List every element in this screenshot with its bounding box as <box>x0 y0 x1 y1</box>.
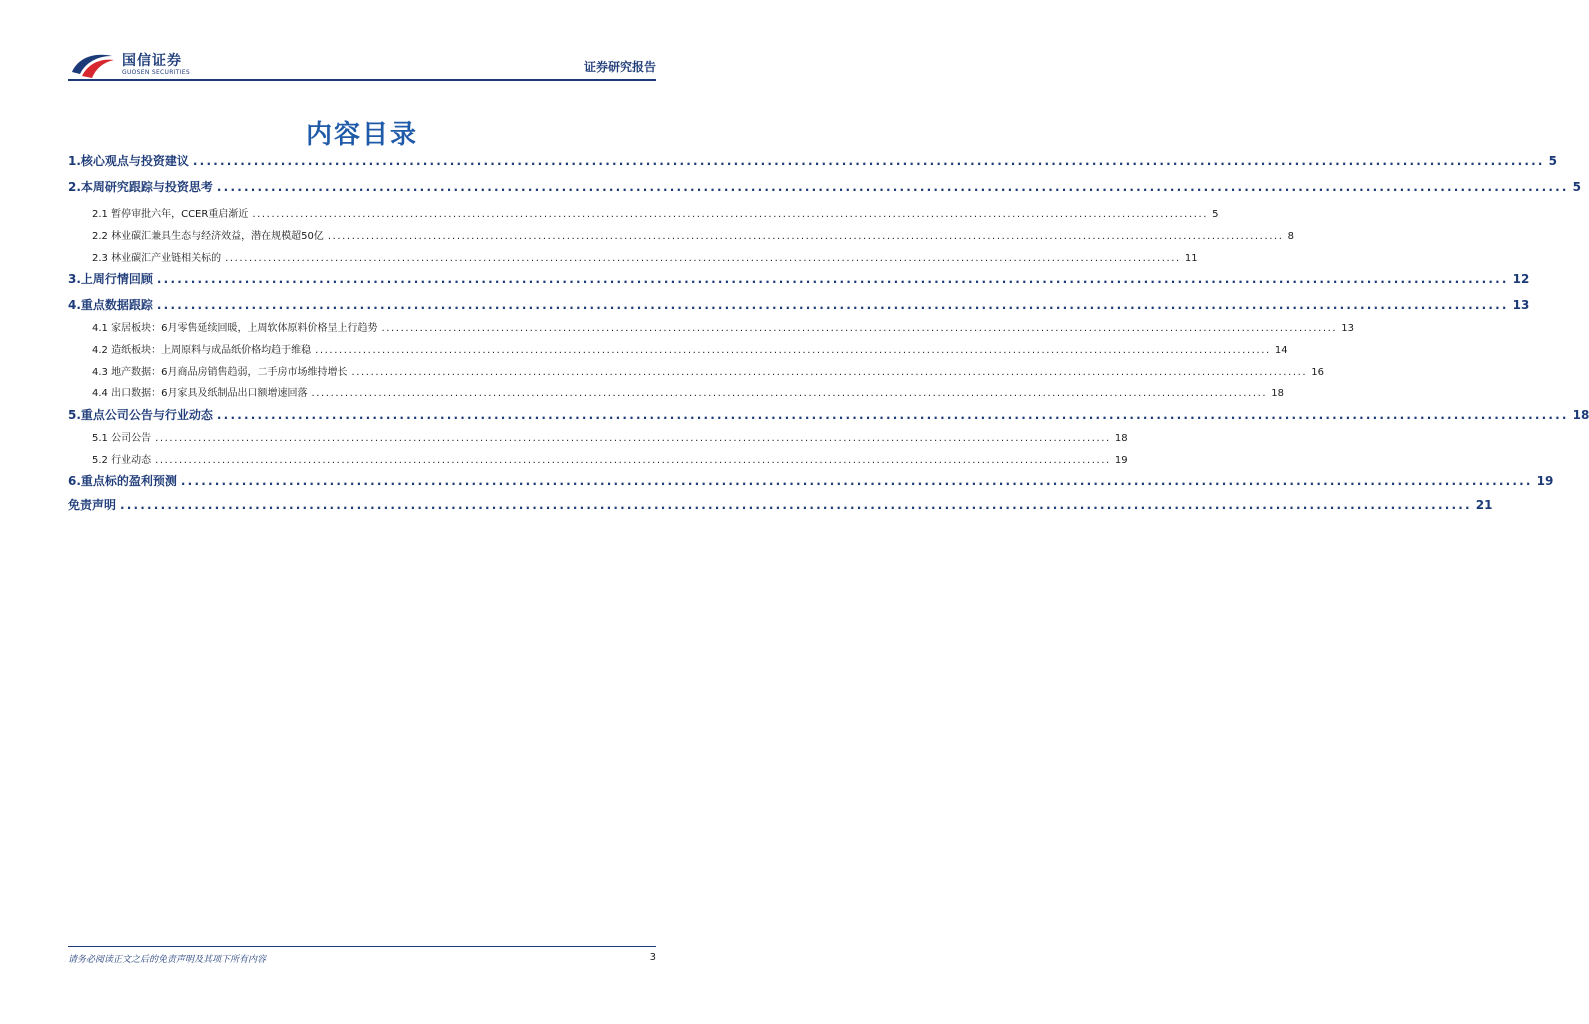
toc-entry[interactable] <box>68 319 1354 334</box>
toc-entry-page: 11 <box>1184 253 1198 264</box>
toc-entry[interactable] <box>68 406 1589 423</box>
toc-entry[interactable] <box>68 178 1581 195</box>
toc-entry-label: 1.核心观点与投资建议 <box>68 154 189 168</box>
toc-entry-label: 6.重点标的盈利预测 <box>68 474 177 488</box>
toc-entry[interactable] <box>68 451 1128 466</box>
toc-entry[interactable] <box>68 227 1294 242</box>
logo-chinese-name: 国信证券 <box>122 53 182 69</box>
toc-entry[interactable] <box>68 363 1324 378</box>
toc-entry-page: 13 <box>1341 323 1354 334</box>
footer-divider <box>68 946 656 947</box>
toc-entry-label: 2.2 林业碳汇兼具生态与经济效益，潜在规模超50亿 <box>92 231 324 242</box>
toc-dot-leader: ........................................................................................................................................................................................................ <box>315 345 1271 356</box>
toc-entry-label: 2.1 暂停审批六年，CCER重启渐近 <box>92 209 249 220</box>
toc-entry[interactable] <box>68 270 1530 287</box>
toc-dot-leader: ........................................................................................................................................................................................................ <box>216 180 1569 194</box>
toc-entry-page: 5 <box>1212 209 1219 220</box>
toc-dot-leader: ........................................................................................................................................................................................................ <box>351 367 1308 378</box>
toc-dot-leader: ........................................................................................................................................................................................................ <box>192 154 1545 168</box>
toc-entry-page: 18 <box>1572 408 1589 422</box>
toc-dot-leader: ........................................................................................................................................................................................................ <box>252 209 1209 220</box>
toc-entry-label: 4.1 家居板块：6月零售延续回暖，上周软体原料价格呈上行趋势 <box>92 323 378 334</box>
toc-entry[interactable] <box>68 152 1557 169</box>
toc-entry-page: 18 <box>1114 433 1128 444</box>
toc-entry-label: 2.本周研究跟踪与投资思考 <box>68 180 213 194</box>
toc-entry-label: 2.3 林业碳汇产业链相关标的 <box>92 253 222 264</box>
toc-dot-leader: ........................................................................................................................................................................................................ <box>180 474 1533 488</box>
toc-dot-leader: ........................................................................................................................................................................................................ <box>327 231 1284 242</box>
toc-entry[interactable] <box>68 341 1288 356</box>
toc-dot-leader: ........................................................................................................................................................................................................ <box>381 323 1338 334</box>
toc-entry-page: 19 <box>1114 455 1128 466</box>
toc-entry-page: 18 <box>1271 388 1284 399</box>
header-divider <box>68 79 656 81</box>
company-logo <box>68 50 190 80</box>
toc-title: 内容目录 <box>305 120 418 150</box>
toc-entry-label: 免责声明 <box>68 498 117 512</box>
disclaimer-note: 请务必阅读正文之后的免责声明及其项下所有内容 <box>68 955 267 965</box>
toc-entry-label: 4.2 造纸板块：上周原料与成品纸价格均趋于维稳 <box>92 345 312 356</box>
toc-entry[interactable] <box>68 496 1493 513</box>
toc-entry-page: 21 <box>1475 498 1493 512</box>
toc-dot-leader: ........................................................................................................................................................................................................ <box>225 253 1181 264</box>
toc-dot-leader: ........................................................................................................................................................................................................ <box>156 298 1509 312</box>
toc-entry-page: 14 <box>1274 345 1288 356</box>
toc-dot-leader: ........................................................................................................................................................................................................ <box>216 408 1569 422</box>
toc-entry[interactable] <box>68 249 1198 264</box>
toc-entry-page: 19 <box>1536 474 1554 488</box>
page-header <box>68 44 656 86</box>
guosen-logo-icon <box>68 50 118 80</box>
toc-entry[interactable] <box>68 296 1530 313</box>
toc-entry-page: 12 <box>1512 272 1530 286</box>
toc-entry-page: 16 <box>1311 367 1324 378</box>
toc-entry[interactable] <box>68 205 1219 220</box>
toc-entry-label: 5.1 公司公告 <box>92 433 152 444</box>
toc-entry[interactable] <box>68 384 1284 399</box>
toc-dot-leader: ........................................................................................................................................................................................................ <box>155 455 1111 466</box>
toc-entry-label: 5.重点公司公告与行业动态 <box>68 408 213 422</box>
toc-entry-label: 5.2 行业动态 <box>92 455 152 466</box>
toc-dot-leader: ........................................................................................................................................................................................................ <box>155 433 1111 444</box>
page-number: 3 <box>649 952 656 963</box>
toc-entry-label: 4.重点数据跟踪 <box>68 298 153 312</box>
toc-entry-page: 5 <box>1548 154 1557 168</box>
report-type-label: 证券研究报告 <box>583 60 656 74</box>
toc-entry-page: 13 <box>1512 298 1530 312</box>
toc-entry-label: 4.4 出口数据：6月家具及纸制品出口额增速回落 <box>92 388 308 399</box>
toc-dot-leader: ........................................................................................................................................................................................................ <box>120 498 1472 512</box>
toc-entry[interactable] <box>68 429 1128 444</box>
toc-dot-leader: ........................................................................................................................................................................................................ <box>311 388 1268 399</box>
toc-entry-label: 4.3 地产数据：6月商品房销售趋弱，二手房市场维持增长 <box>92 367 348 378</box>
page-footer <box>68 946 656 965</box>
logo-english-name: GUOSEN SECURITIES <box>122 69 191 76</box>
toc-entry-page: 5 <box>1572 180 1581 194</box>
toc-entry-label: 3.上周行情回顾 <box>68 272 153 286</box>
toc-entry[interactable] <box>68 472 1554 489</box>
toc-dot-leader: ........................................................................................................................................................................................................ <box>156 272 1509 286</box>
toc-entry-page: 8 <box>1287 231 1294 242</box>
